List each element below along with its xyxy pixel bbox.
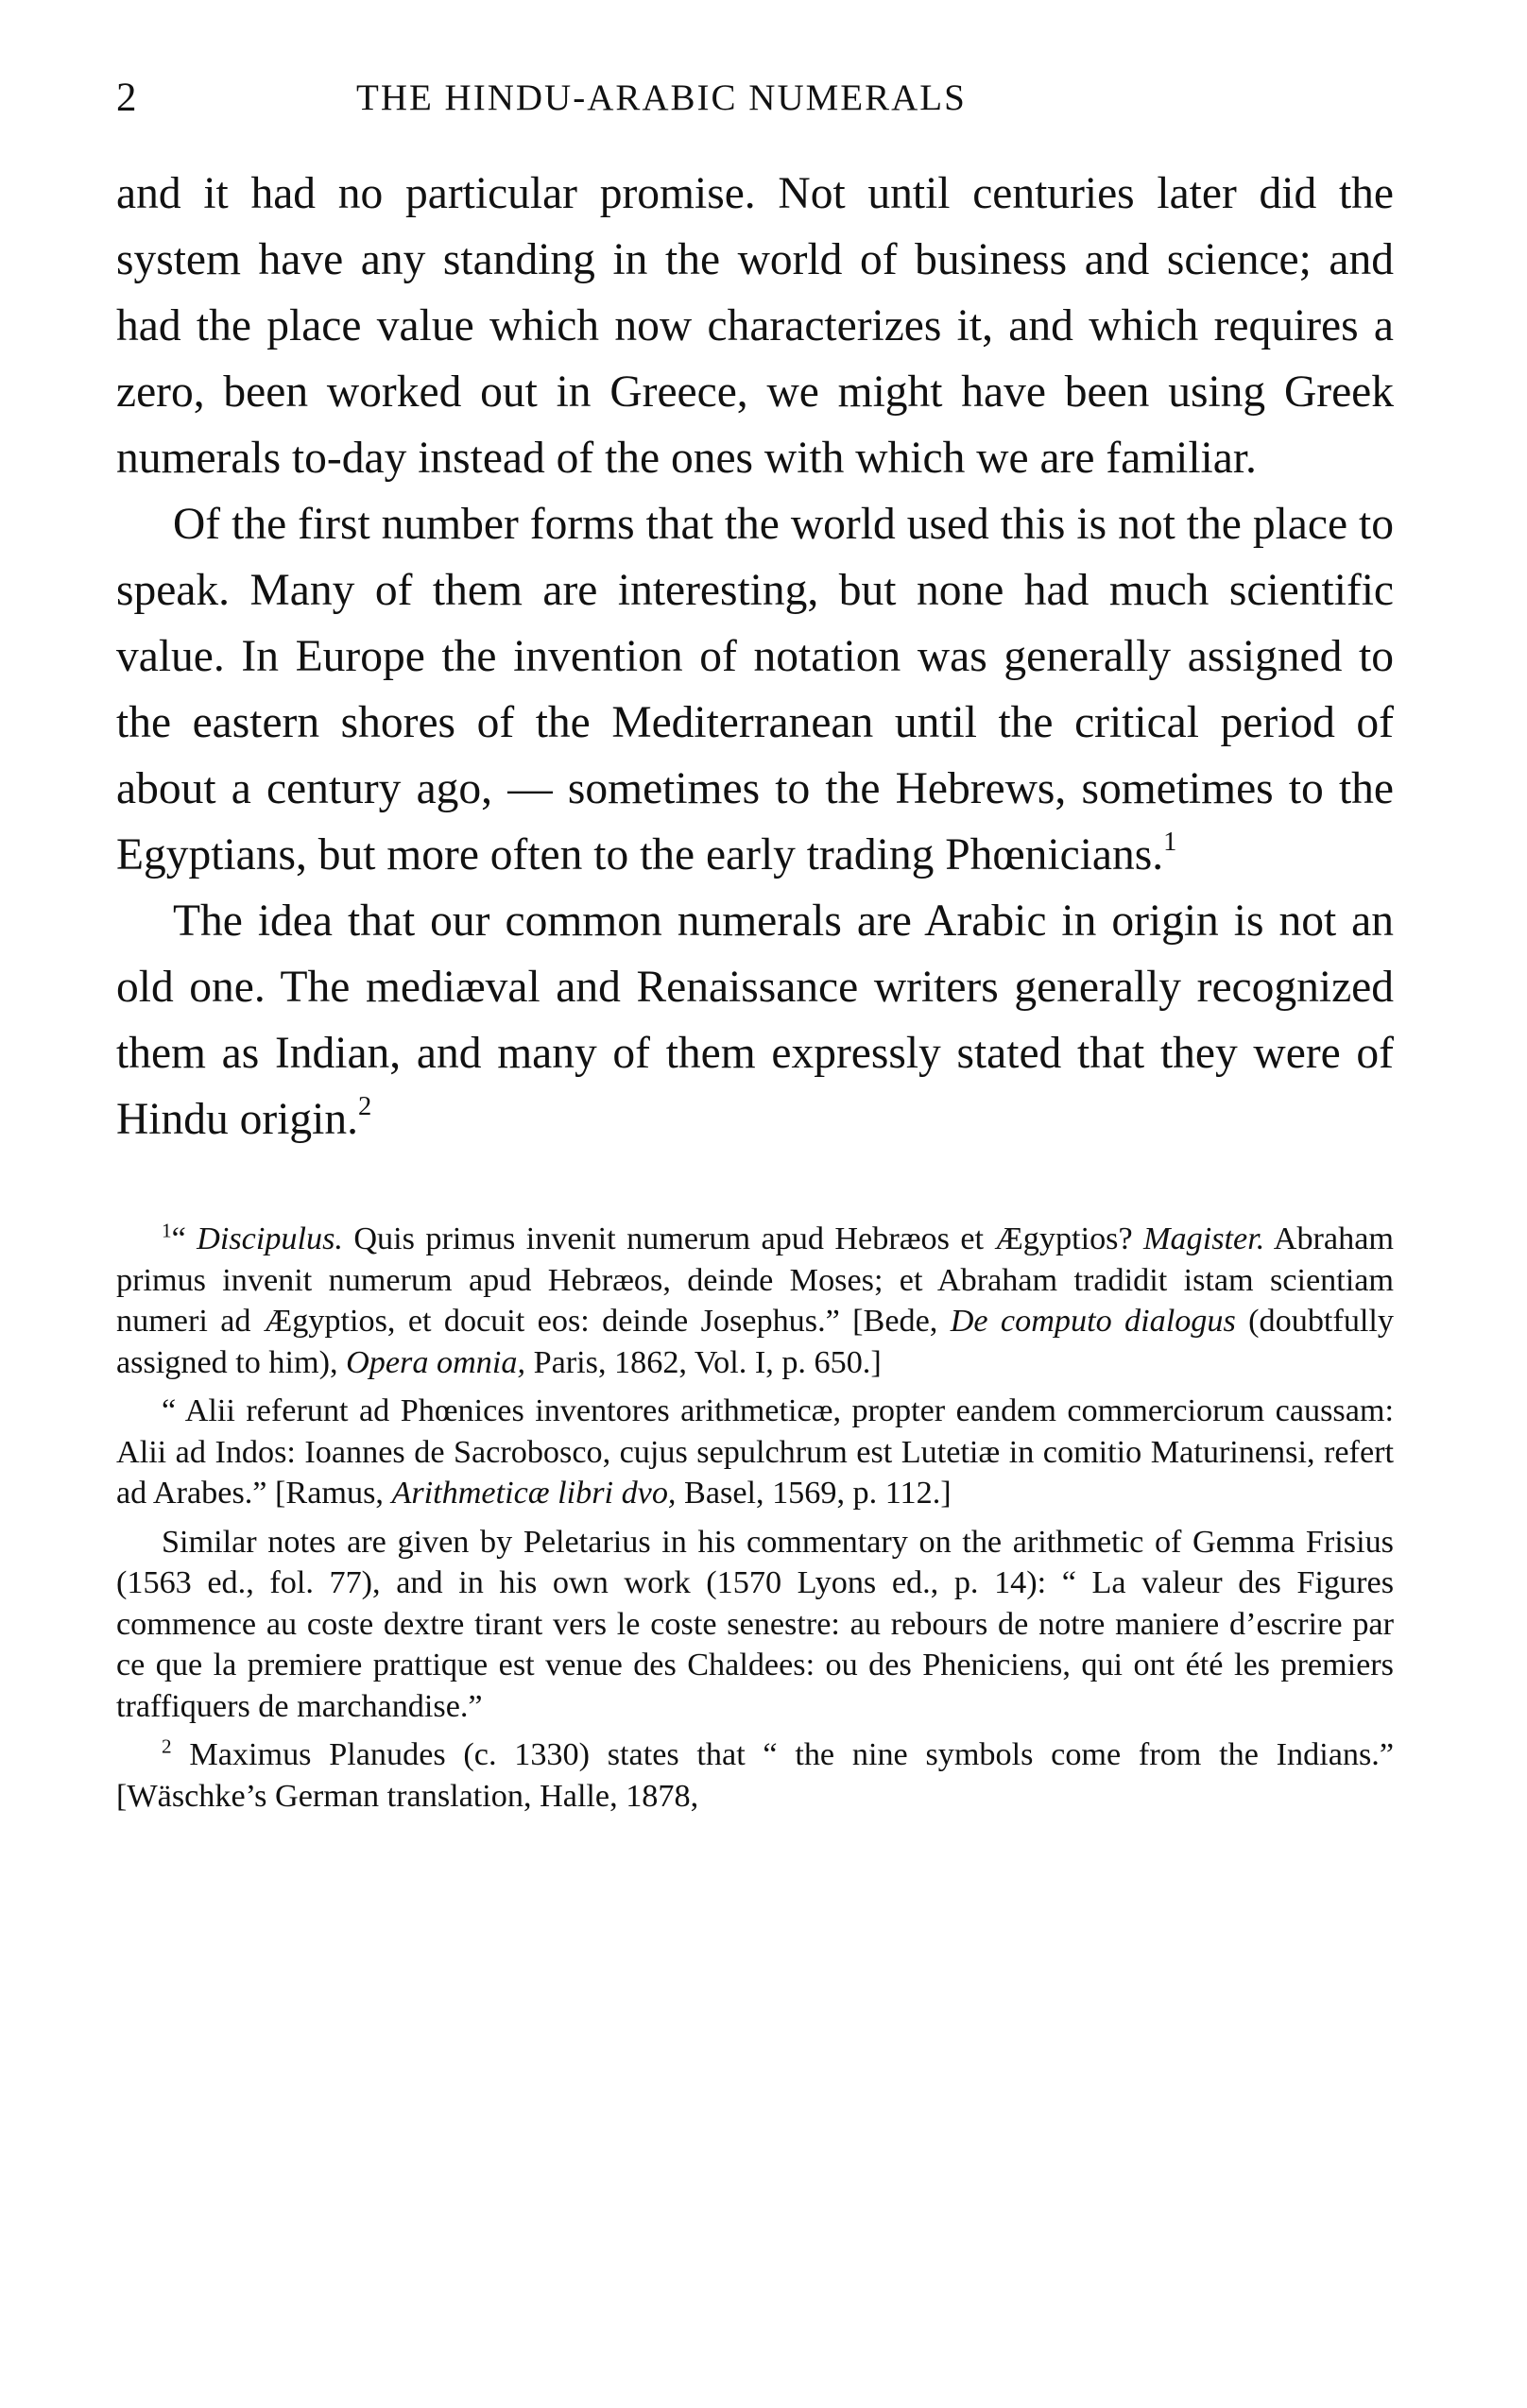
footnote-ref-2: 2 <box>357 1092 372 1122</box>
footnote-1-de-computo: De computo dialogus <box>950 1304 1236 1339</box>
footnote-1-text-b: Abraham primus invenit numerum apud Hebræos, deinde Moses; et Abraham tradidit istam scientiam numeri ad Ægyptios, et docuit eos: deinde Josephus.” [Bede, <box>116 1221 1394 1339</box>
running-title: THE HINDU-ARABIC NUMERALS <box>356 77 967 118</box>
paragraph-3-text: The idea that our common numerals are Arabic in origin is not an old one. The mediæval and Renaissance writers generally recognized them as Indian, and many of them expressly stated that they were of Hindu origin. <box>116 897 1394 1144</box>
paragraph-2-text: Of the first number forms that the world used this is not the place to speak. Many of them are interesting, but none had much scientific value. In Europe the invention of notation was generally assigned to the eastern shores of the Mediterranean until the critical period of about a century ago, — sometimes to the Hebrews, sometimes to the Egyptians, but more often to the early trading Phœnicians. <box>116 500 1394 880</box>
page-number: 2 <box>116 76 137 120</box>
footnote-1b-arithmeticae: Arithmeticæ libri dvo, <box>391 1476 677 1511</box>
footnote-1 <box>116 1219 1394 1383</box>
page-header <box>116 77 1394 161</box>
footnote-1-text-d: Paris, 1862, Vol. I, p. 650.] <box>525 1344 882 1380</box>
paragraph-1-text: and it had no particular promise. Not until centuries later did the system have any standing in the world of business and science; and had the place value which now characterizes it, and which requires a zero, been worked out in Greece, we might have been using Greek numerals to-day instead of the ones with which we are familiar. <box>116 169 1394 483</box>
footnote-1-continued <box>116 1391 1394 1514</box>
footnote-1-magister: Magister. <box>1143 1221 1265 1256</box>
footnote-2 <box>116 1734 1394 1817</box>
footnote-1c-text: Similar notes are given by Peletarius in his commentary on the arithmetic of Gemma Frisius (1563 ed., fol. 77), and in his own work (1570 Lyons ed., p. 14): “ La valeur des Figures commence au coste dextre tirant vers le coste senestre: au rebours de notre maniere d’escrire par ce que la premiere prattique est venue des Chaldees: ou des Pheniciens, qui ont été les premiers traffiquers de marchandise.” <box>116 1524 1394 1724</box>
paragraph-3 <box>116 888 1394 1153</box>
footnote-2-text: Maximus Planudes (c. 1330) states that “ the nine symbols come from the Indians.” [Wäschke’s German translation, Halle, 1878, <box>116 1737 1394 1814</box>
footnote-1-opera-omnia: Opera omnia, <box>346 1344 526 1380</box>
footnotes <box>116 1219 1394 1817</box>
footnote-1-text-c: (doubtfully assigned to him), <box>116 1304 1395 1380</box>
footnote-1-similar-notes <box>116 1522 1394 1728</box>
paragraph-2 <box>116 491 1394 888</box>
footnote-1-mark: 1 <box>162 1219 172 1242</box>
footnote-ref-1: 1 <box>1163 828 1177 858</box>
paragraph-1 <box>116 161 1394 491</box>
footnote-1-open-quote: “ <box>171 1221 197 1256</box>
footnote-1b-text-a: “ Alii referunt ad Phœnices inventores arithmeticæ, propter eandem commerciorum caussam: Alii ad Indos: Ioannes de Sacrobosco, cujus sepulchrum est Lutetiæ in comitio Maturinensi, refert ad Arabes.” [Ramus, <box>116 1393 1394 1511</box>
book-page <box>116 0 1394 1817</box>
footnote-1-discipulus: Discipulus. <box>197 1221 343 1256</box>
main-text <box>116 161 1394 1153</box>
footnote-1b-text-b: Basel, 1569, p. 112.] <box>676 1476 952 1511</box>
footnote-1-text-a: Quis primus invenit numerum apud Hebræos et Ægyptios? <box>342 1221 1144 1256</box>
footnote-2-mark: 2 <box>162 1734 172 1758</box>
